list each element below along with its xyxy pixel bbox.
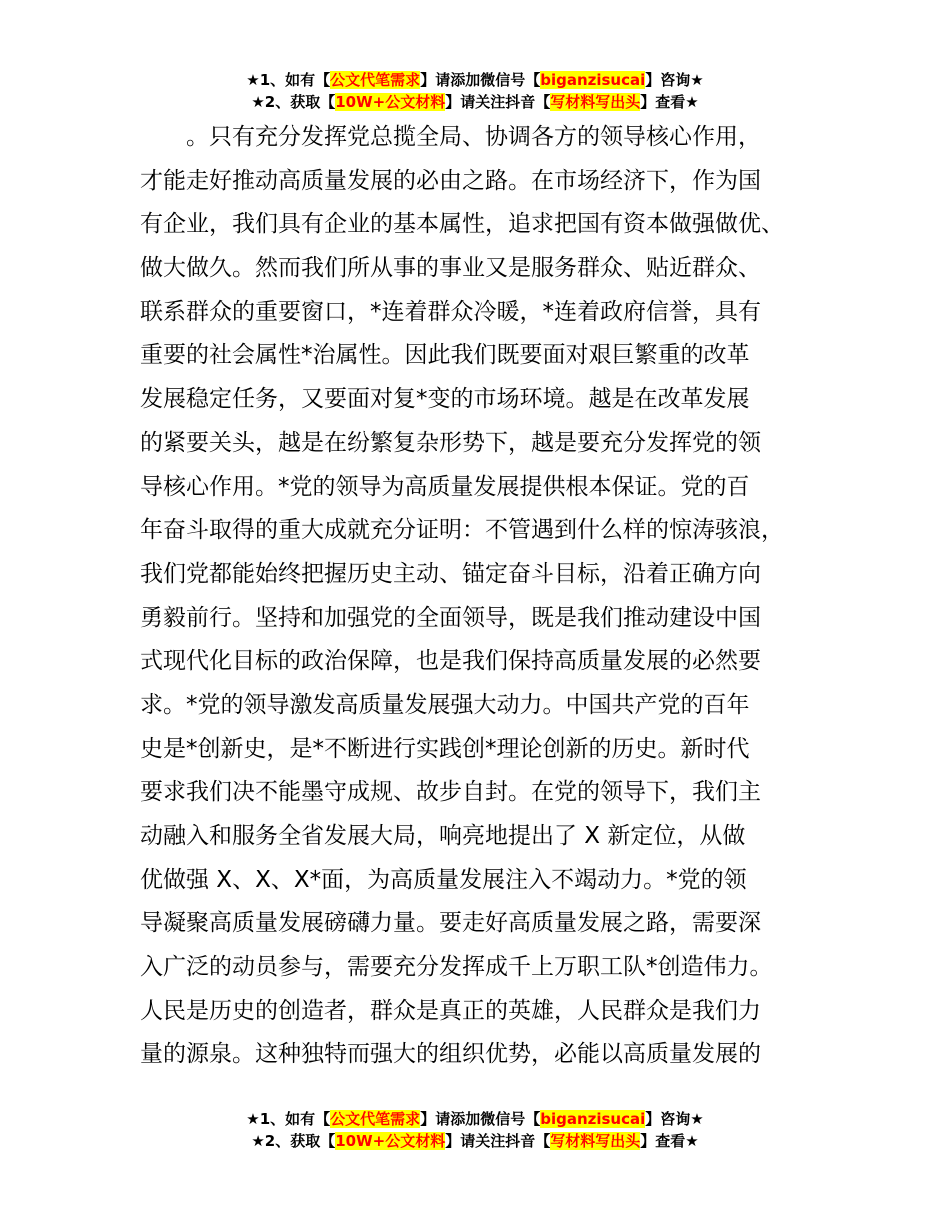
- body-line: 的紧要关头，越是在纷繁复杂形势下，越是要充分发挥党的领: [140, 429, 761, 456]
- highlight-service: 公文代笔需求: [330, 1110, 421, 1128]
- body-line: 我们党都能始终把握历史主动、锚定奋斗目标，沿着正确方向: [140, 560, 761, 587]
- highlight-douyin: 写材料写出头: [550, 93, 641, 111]
- body-line: 做大做久。然而我们所从事的事业又是服务群众、贴近群众、: [140, 255, 761, 282]
- body-line: 式现代化目标的政治保障，也是我们保持高质量发展的必然要: [140, 648, 761, 675]
- banner-text: 】请关注抖音【: [445, 93, 551, 111]
- banner-text: ★2、获取【: [251, 1132, 336, 1150]
- body-line: 重要的社会属性*治属性。因此我们既要面对艰巨繁重的改革: [140, 342, 750, 369]
- banner-text: ★1、如有【: [246, 1110, 331, 1128]
- banner-text: 】咨询★: [645, 71, 704, 89]
- body-line: 年奋斗取得的重大成就充分证明：不管遇到什么样的惊涛骇浪，: [140, 517, 784, 544]
- body-line: 量的源泉。这种独特而强大的组织优势，必能以高质量发展的: [140, 1041, 761, 1068]
- banner-text: ★2、获取【: [251, 93, 336, 111]
- body-line: 。只有充分发挥党总揽全局、协调各方的领导核心作用，: [186, 124, 761, 150]
- body-line: 导核心作用。*党的领导为高质量发展提供根本保证。党的百: [140, 473, 750, 500]
- highlight-service: 公文代笔需求: [330, 71, 421, 89]
- body-line: 入广泛的动员参与，需要充分发挥成千上万职工队*创造伟力。: [140, 954, 773, 981]
- banner-text: 】查看★: [640, 1132, 699, 1150]
- highlight-materials: 10W+公文材料: [335, 1132, 446, 1150]
- body-line: 导凝聚高质量发展磅礴力量。要走好高质量发展之路，需要深: [140, 910, 761, 937]
- body-line: 求。*党的领导激发高质量发展强大动力。中国共产党的百年: [140, 691, 750, 718]
- body-line: 有企业，我们具有企业的基本属性，追求把国有资本做强做优、: [140, 211, 784, 238]
- body-line: 要求我们决不能墨守成规、故步自封。在党的领导下，我们主: [140, 779, 761, 806]
- banner-text: 】请添加微信号【: [420, 1110, 541, 1128]
- body-line: 勇毅前行。坚持和加强党的全面领导，既是我们推动建设中国: [140, 604, 761, 631]
- highlight-wechat-id: biganzisucai: [540, 1110, 646, 1128]
- header-banner: [0, 69, 950, 113]
- footer-banner: [0, 1108, 950, 1152]
- body-line: 发展稳定任务，又要面对复*变的市场环境。越是在改革发展: [140, 386, 750, 413]
- body-line: 史是*创新史，是*不断进行实践创*理论创新的历史。新时代: [140, 735, 750, 762]
- body-line: 优做强 X、X、X*面，为高质量发展注入不竭动力。*党的领: [140, 866, 747, 893]
- banner-text: 】咨询★: [645, 1110, 704, 1128]
- body-line: 动融入和服务全省发展大局，响亮地提出了 X 新定位，从做: [140, 823, 746, 849]
- banner-line-2: [0, 1130, 950, 1152]
- banner-line-1: [0, 1108, 950, 1130]
- body-line: 联系群众的重要窗口，*连着群众冷暖，*连着政府信誉，具有: [140, 298, 761, 325]
- body-line: 才能走好推动高质量发展的必由之路。在市场经济下，作为国: [140, 167, 761, 194]
- banner-line-2: [0, 91, 950, 113]
- banner-text: 】查看★: [640, 93, 699, 111]
- banner-text: 】请添加微信号【: [420, 71, 541, 89]
- highlight-materials: 10W+公文材料: [335, 93, 446, 111]
- highlight-douyin: 写材料写出头: [550, 1132, 641, 1150]
- banner-text: 】请关注抖音【: [445, 1132, 551, 1150]
- banner-text: ★1、如有【: [246, 71, 331, 89]
- document-body: [140, 116, 840, 1077]
- body-line: 人民是历史的创造者，群众是真正的英雄，人民群众是我们力: [140, 997, 761, 1024]
- highlight-wechat-id: biganzisucai: [540, 71, 646, 89]
- banner-line-1: [0, 69, 950, 91]
